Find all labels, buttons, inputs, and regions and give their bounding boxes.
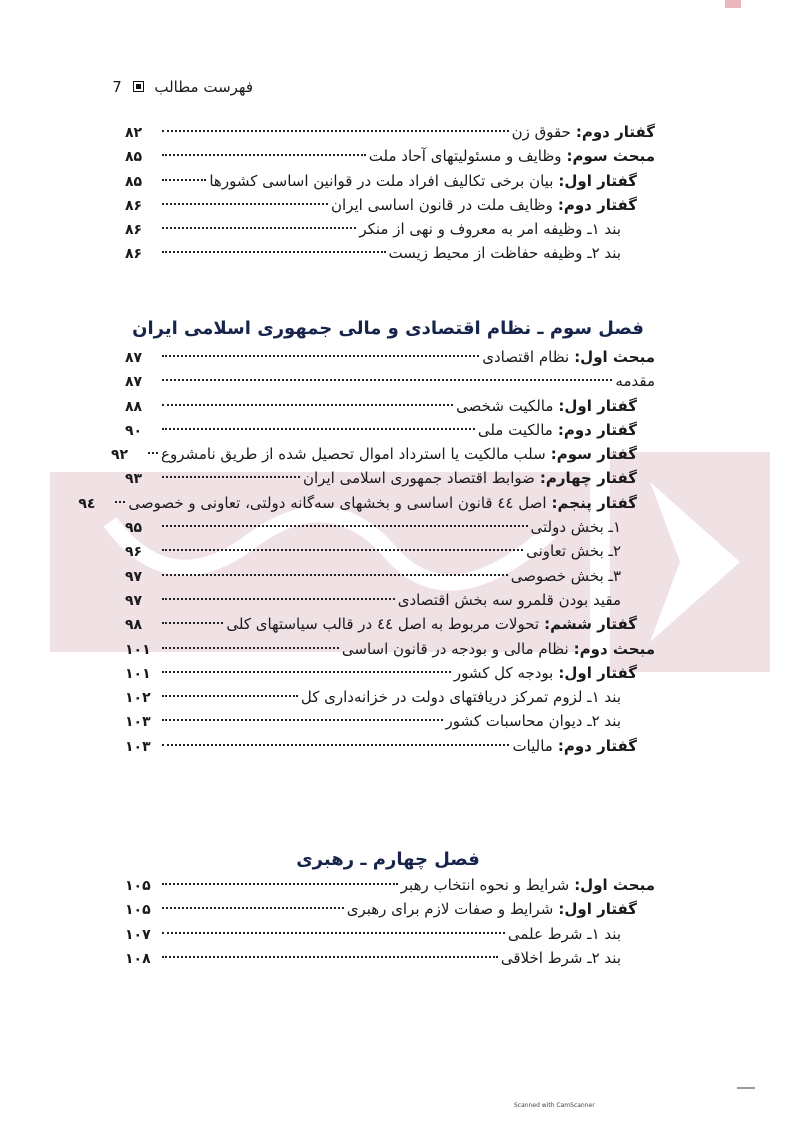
toc-page-number: ۸۵ [125, 173, 143, 190]
edge-mark [737, 1087, 755, 1089]
toc-section-continuation [125, 120, 655, 266]
toc-entry-text: ۲ـ بخش تعاونی [526, 542, 621, 561]
toc-entry-title [128, 491, 637, 515]
toc-page-number: ۸۶ [125, 246, 143, 263]
dot-leader [162, 355, 479, 357]
header-page-number: 7 [112, 78, 122, 96]
toc-entry-title [482, 345, 655, 369]
toc-entry-label: مبحث اول: [574, 876, 655, 894]
toc-entry-text: بند ۱ـ شرط علمی [507, 924, 621, 943]
toc-entry-text: بودجه کل کشور [453, 663, 554, 682]
header-title: فهرست مطالب [154, 78, 253, 96]
toc-row [125, 345, 655, 369]
toc-page-number: ۱۰۱ [125, 641, 151, 658]
dot-leader [162, 179, 206, 181]
chapter-4-heading: فصل چهارم ـ رهبری [296, 849, 480, 870]
toc-page-number: ۱۰۱ [125, 665, 151, 682]
toc-row [125, 946, 655, 970]
toc-row [125, 217, 655, 241]
toc-row [125, 466, 655, 490]
page-header [53, 78, 253, 96]
toc-row [125, 612, 655, 636]
toc-entry-label: گفتار دوم: [575, 123, 655, 141]
toc-entry-title [331, 193, 637, 217]
toc-entry-text: سلب مالکیت یا استرداد اموال تحصیل شده از طریق نامشروع [161, 445, 546, 464]
toc-page-number: ۱۰۸ [125, 950, 151, 967]
toc-entry-text: بند ۱ـ لزوم تمرکز دریافتهای دولت در خزانه‌داری کل [300, 688, 621, 707]
dot-leader [162, 883, 398, 885]
dot-leader [162, 379, 612, 381]
dot-leader [162, 525, 528, 527]
chapter-3-heading: فصل سوم ـ نظام اقتصادی و مالی جمهوری اسلامی ایران [132, 318, 644, 339]
toc-row [125, 120, 655, 144]
toc-entry-title [512, 120, 655, 144]
toc-entry-text: بند ۲ـ شرط اخلاقی [500, 948, 621, 967]
toc-entry-text: بیان برخی تکالیف افراد ملت در قوانین اساسی کشورها [209, 171, 554, 190]
toc-page-number: ۸۶ [125, 222, 143, 239]
toc-row [125, 685, 655, 709]
toc-page-number: ۱۰۷ [125, 926, 151, 943]
dot-leader [162, 227, 356, 229]
toc-entry-text: اصل ٤٤ قانون اساسی و بخشهای سه‌گانه دولتی، تعاونی و خصوصی [128, 493, 547, 512]
toc-entry-label: گفتار سوم: [550, 445, 637, 464]
dot-leader [162, 622, 223, 624]
toc-entry-text: مالکیت ملی [477, 420, 553, 439]
toc-entry-label: گفتار اول: [558, 171, 637, 190]
toc-entry-title [161, 442, 637, 466]
toc-entry-text: تحولات مربوط به اصل ٤٤ در قالب سیاستهای کلی [226, 615, 540, 634]
toc-entry-text: بند ۲ـ وظیفه حفاظت از محیط زیست [388, 244, 621, 263]
toc-entry-title [342, 637, 655, 661]
toc-page-number: ۱۰۲ [125, 690, 151, 707]
dot-leader [162, 647, 339, 649]
toc-page-number: ۹۲ [111, 447, 129, 464]
toc-page-number: ۱۰۳ [125, 714, 151, 731]
toc-entry-text: وظایف ملت در قانون اساسی ایران [331, 195, 553, 214]
toc-entry-title [454, 661, 637, 685]
dot-leader [162, 907, 344, 909]
toc-entry-title [398, 588, 621, 612]
toc-entry-label: مبحث سوم: [566, 147, 655, 166]
toc-entry-title [501, 946, 621, 970]
toc-entry-title [301, 685, 621, 709]
toc-page-number: ۹٤ [78, 495, 96, 512]
toc-entry-title [526, 539, 621, 563]
toc-entry-text: حقوق زن [511, 123, 571, 141]
toc-page-number: ۸۷ [125, 374, 143, 391]
toc-entry-title [226, 612, 637, 636]
toc-entry-label: گفتار اول: [558, 663, 637, 682]
toc-entry-label: مبحث دوم: [573, 639, 655, 658]
toc-row [125, 193, 655, 217]
toc-entry-label: گفتار چهارم: [539, 469, 637, 488]
toc-entry-text: بند ۲ـ دیوان محاسبات کشور [445, 712, 621, 731]
toc-row [125, 539, 655, 563]
toc-entry-text: ۱ـ بخش دولتی [530, 518, 621, 537]
dot-leader [162, 598, 395, 600]
toc-section-chapter-3 [78, 345, 655, 758]
toc-entry-title [359, 217, 621, 241]
toc-page-number: ۸۸ [125, 398, 143, 415]
dot-leader [148, 452, 158, 454]
toc-page-number: ۹۶ [125, 544, 143, 561]
toc-entry-title [446, 709, 621, 733]
toc-entry-text: مقید بودن قلمرو سه بخش اقتصادی [397, 590, 621, 609]
toc-row [125, 241, 655, 265]
toc-row [125, 897, 655, 921]
toc-entry-label: گفتار ششم: [544, 615, 637, 634]
toc-page-number: ۹۳ [125, 471, 143, 488]
toc-entry-title [531, 515, 622, 539]
toc-row [125, 169, 655, 193]
scanner-note: Scanned with CamScanner [514, 1102, 595, 1109]
toc-page-number: ۸۶ [125, 197, 143, 214]
toc-row [125, 588, 655, 612]
dot-leader [162, 574, 508, 576]
toc-entry-title [369, 144, 655, 168]
toc-entry-title [508, 922, 621, 946]
toc-entry-title [478, 418, 637, 442]
toc-row [78, 491, 655, 515]
toc-page-number: ۸۷ [125, 350, 143, 366]
toc-entry-title [389, 241, 622, 265]
toc-entry-label: گفتار اول: [558, 900, 637, 919]
dot-leader [162, 130, 509, 132]
toc-entry-text: مالکیت شخصی [456, 396, 554, 415]
toc-entry-text: ضوابط اقتصاد جمهوری اسلامی ایران [303, 469, 535, 488]
toc-entry-text: شرایط و صفات لازم برای رهبری [346, 900, 554, 919]
toc-row [125, 709, 655, 733]
dot-leader [162, 404, 453, 406]
toc-row [125, 144, 655, 168]
toc-page-number: ۸۲ [125, 125, 143, 141]
toc-entry-label: گفتار دوم: [557, 736, 637, 755]
toc-row [125, 734, 655, 758]
toc-entry-label: گفتار پنجم: [551, 493, 637, 512]
toc-page-number: ۱۰۵ [125, 902, 151, 919]
toc-entry-text: بند ۱ـ وظیفه امر به معروف و نهی از منکر [359, 220, 621, 239]
dot-leader [162, 956, 498, 958]
toc-entry-label: گفتار اول: [558, 396, 637, 415]
toc-entry-title [401, 873, 655, 897]
toc-entry-text: مقدمه [615, 372, 655, 391]
toc-row [125, 515, 655, 539]
toc-page-number: ۹۷ [125, 592, 143, 609]
toc-row [125, 922, 655, 946]
dot-leader [115, 501, 125, 503]
toc-page-number: ۸۵ [125, 149, 143, 166]
toc-entry-label: گفتار دوم: [557, 420, 637, 439]
dot-leader [162, 932, 505, 934]
dot-leader [162, 476, 300, 478]
toc-row [125, 661, 655, 685]
toc-entry-title [512, 734, 637, 758]
toc-entry-title [303, 466, 637, 490]
toc-row [125, 873, 655, 897]
toc-entry-title [511, 564, 621, 588]
toc-entry-text: شرایط و نحوه انتخاب رهبر [400, 876, 570, 894]
toc-entry-text: نظام مالی و بودجه در قانون اساسی [341, 639, 569, 658]
toc-entry-title [209, 169, 637, 193]
dot-leader [162, 671, 451, 673]
toc-row [125, 564, 655, 588]
toc-row [125, 418, 655, 442]
toc-page-number: ۹۵ [125, 520, 143, 537]
toc-row [125, 637, 655, 661]
toc-entry-label: مبحث اول: [574, 348, 655, 366]
dot-leader [162, 744, 509, 746]
dot-leader [162, 154, 366, 156]
toc-page-number: ۹۰ [125, 422, 143, 439]
toc-section-chapter-4 [125, 873, 655, 970]
toc-row [125, 394, 655, 418]
square-bullet-icon [133, 81, 144, 92]
toc-entry-title [347, 897, 637, 921]
toc-page-number: ۱۰۳ [125, 738, 151, 755]
dot-leader [162, 719, 443, 721]
dot-leader [162, 695, 298, 697]
toc-row [111, 442, 655, 466]
toc-entry-title [615, 369, 655, 393]
toc-entry-text: نظام اقتصادی [482, 348, 570, 366]
toc-entry-title [456, 394, 637, 418]
dot-leader [162, 549, 523, 551]
toc-page-number: ۹۷ [125, 568, 143, 585]
toc-page-number: ۱۰۵ [125, 878, 151, 894]
dot-leader [162, 251, 386, 253]
toc-entry-text: ۳ـ بخش خصوصی [510, 566, 621, 585]
dot-leader [162, 203, 328, 205]
toc-row [125, 369, 655, 393]
toc-page-number: ۹۸ [125, 617, 143, 634]
toc-entry-text: وظایف و مسئولیتهای آحاد ملت [368, 147, 562, 166]
toc-entry-label: گفتار دوم: [557, 195, 637, 214]
toc-entry-text: مالیات [512, 736, 553, 755]
dot-leader [162, 428, 475, 430]
